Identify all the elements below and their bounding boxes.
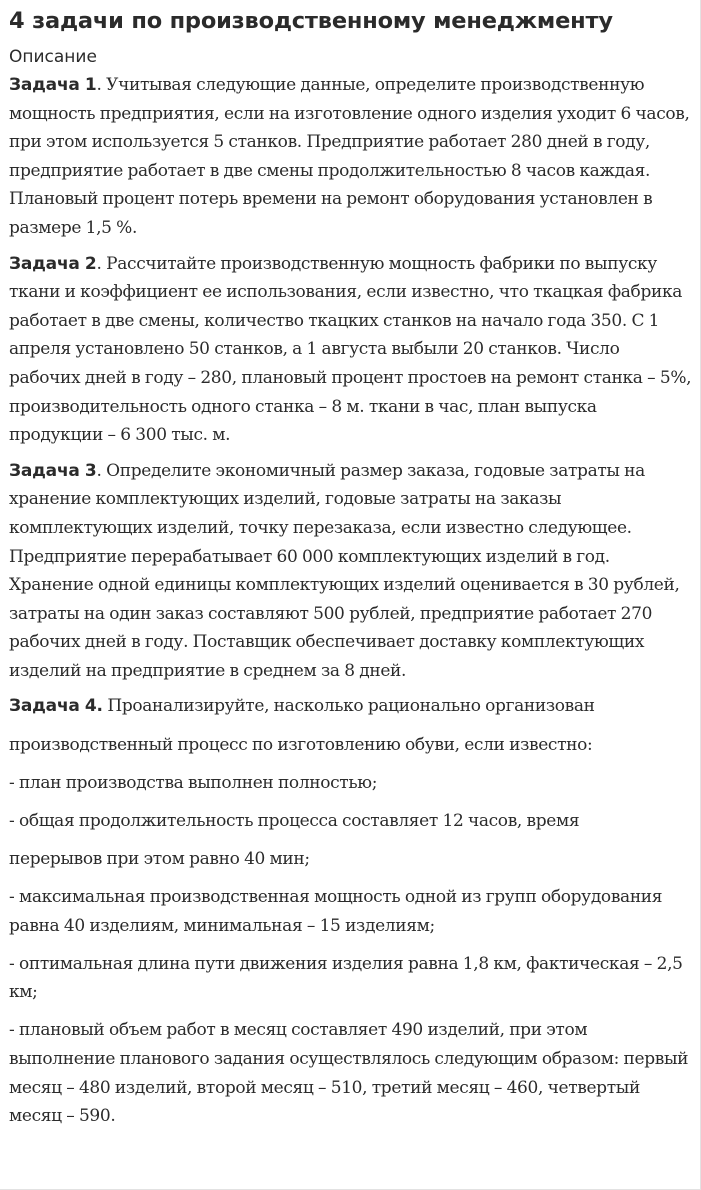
task-2-text: . Рассчитайте производственную мощность фабрики по выпуску ткани и коэффициент ее использования, если известно, что ткацкая фабрика работает в две смены, количество ткацких станков на начало года 350. С 1 апреля установлено 50 станков, а 1 августа выбыли 20 станков. Число рабочих дней в году – 280, плановый процент простоев на ремонт станка – 5%, производительность одного станка – 8 м. ткани в час, план выпуска продукции – 6 300 тыс. м. [9, 253, 692, 446]
task-4-line-5: - плановый объем работ в месяц составляет 490 изделий, при этом выполнение планового задания осуществлялось следующим образом: первый месяц – 480 изделий, второй месяц – 510, третий месяц – 460, четвертый месяц – 590. [9, 1020, 689, 1127]
task-1-label: Задача 1 [9, 75, 97, 95]
task-3-label: Задача 3 [9, 460, 97, 481]
page-title: 4 задачи по производственному менеджменту [9, 8, 613, 34]
task-4-line-3: - максимальная производственная мощность одной из групп оборудования равна 40 изделиям, минимальная – 15 изделиям; [9, 886, 663, 936]
task-4-intro-line-1 [9, 692, 692, 721]
task-4-line-4: - оптимальная длина пути движения изделия равна 1,8 км, фактическая – 2,5 км; [9, 953, 683, 1003]
task-2 [9, 250, 692, 450]
task-4-label: Задача 4. [9, 696, 103, 717]
task-2-label: Задача 2 [9, 253, 97, 274]
task-3 [9, 457, 692, 686]
task-4-intro-1: Проанализируйте, насколько рационально организован [102, 696, 595, 717]
task-1 [9, 71, 692, 243]
task-4 [9, 692, 692, 1130]
task-1-text: . Учитывая следующие данные, определите производственную мощность предприятия, если на изготовление одного изделия уходит 6 часов, при этом используется 5 станков. Предприятие работает 280 дней в году, предприятие работает в две смены продолжительностью 8 часов каждая. Плановый процент потерь времени на ремонт оборудования установлен в размере 1,5 %. [9, 75, 690, 238]
task-3-text: . Определите экономичный размер заказа, годовые затраты на хранение комплектующих изделий, годовые затраты на заказы комплектующих изделий, точку перезаказа, если известно следующее. Предприятие перерабатывает 60 000 комплектующих изделий в год. Хранение одной единицы комплектующих изделий оценивается в 30 рублей, затраты на один заказ составляют 500 рублей, предприятие работает 270 рабочих дней в году. Поставщик обеспечивает доставку комплектующих изделий на предприятие в среднем за 8 дней. [9, 460, 680, 681]
task-4-line-1: - план производства выполнен полностью; [9, 772, 378, 793]
task-4-line-2a: - общая продолжительность процесса составляет 12 часов, время [9, 810, 580, 831]
task-4-intro-line-2: производственный процесс по изготовлению обуви, если известно: [9, 734, 593, 755]
description-label: Описание [9, 47, 97, 67]
task-4-line-2b: перерывов при этом равно 40 мин; [9, 848, 310, 869]
